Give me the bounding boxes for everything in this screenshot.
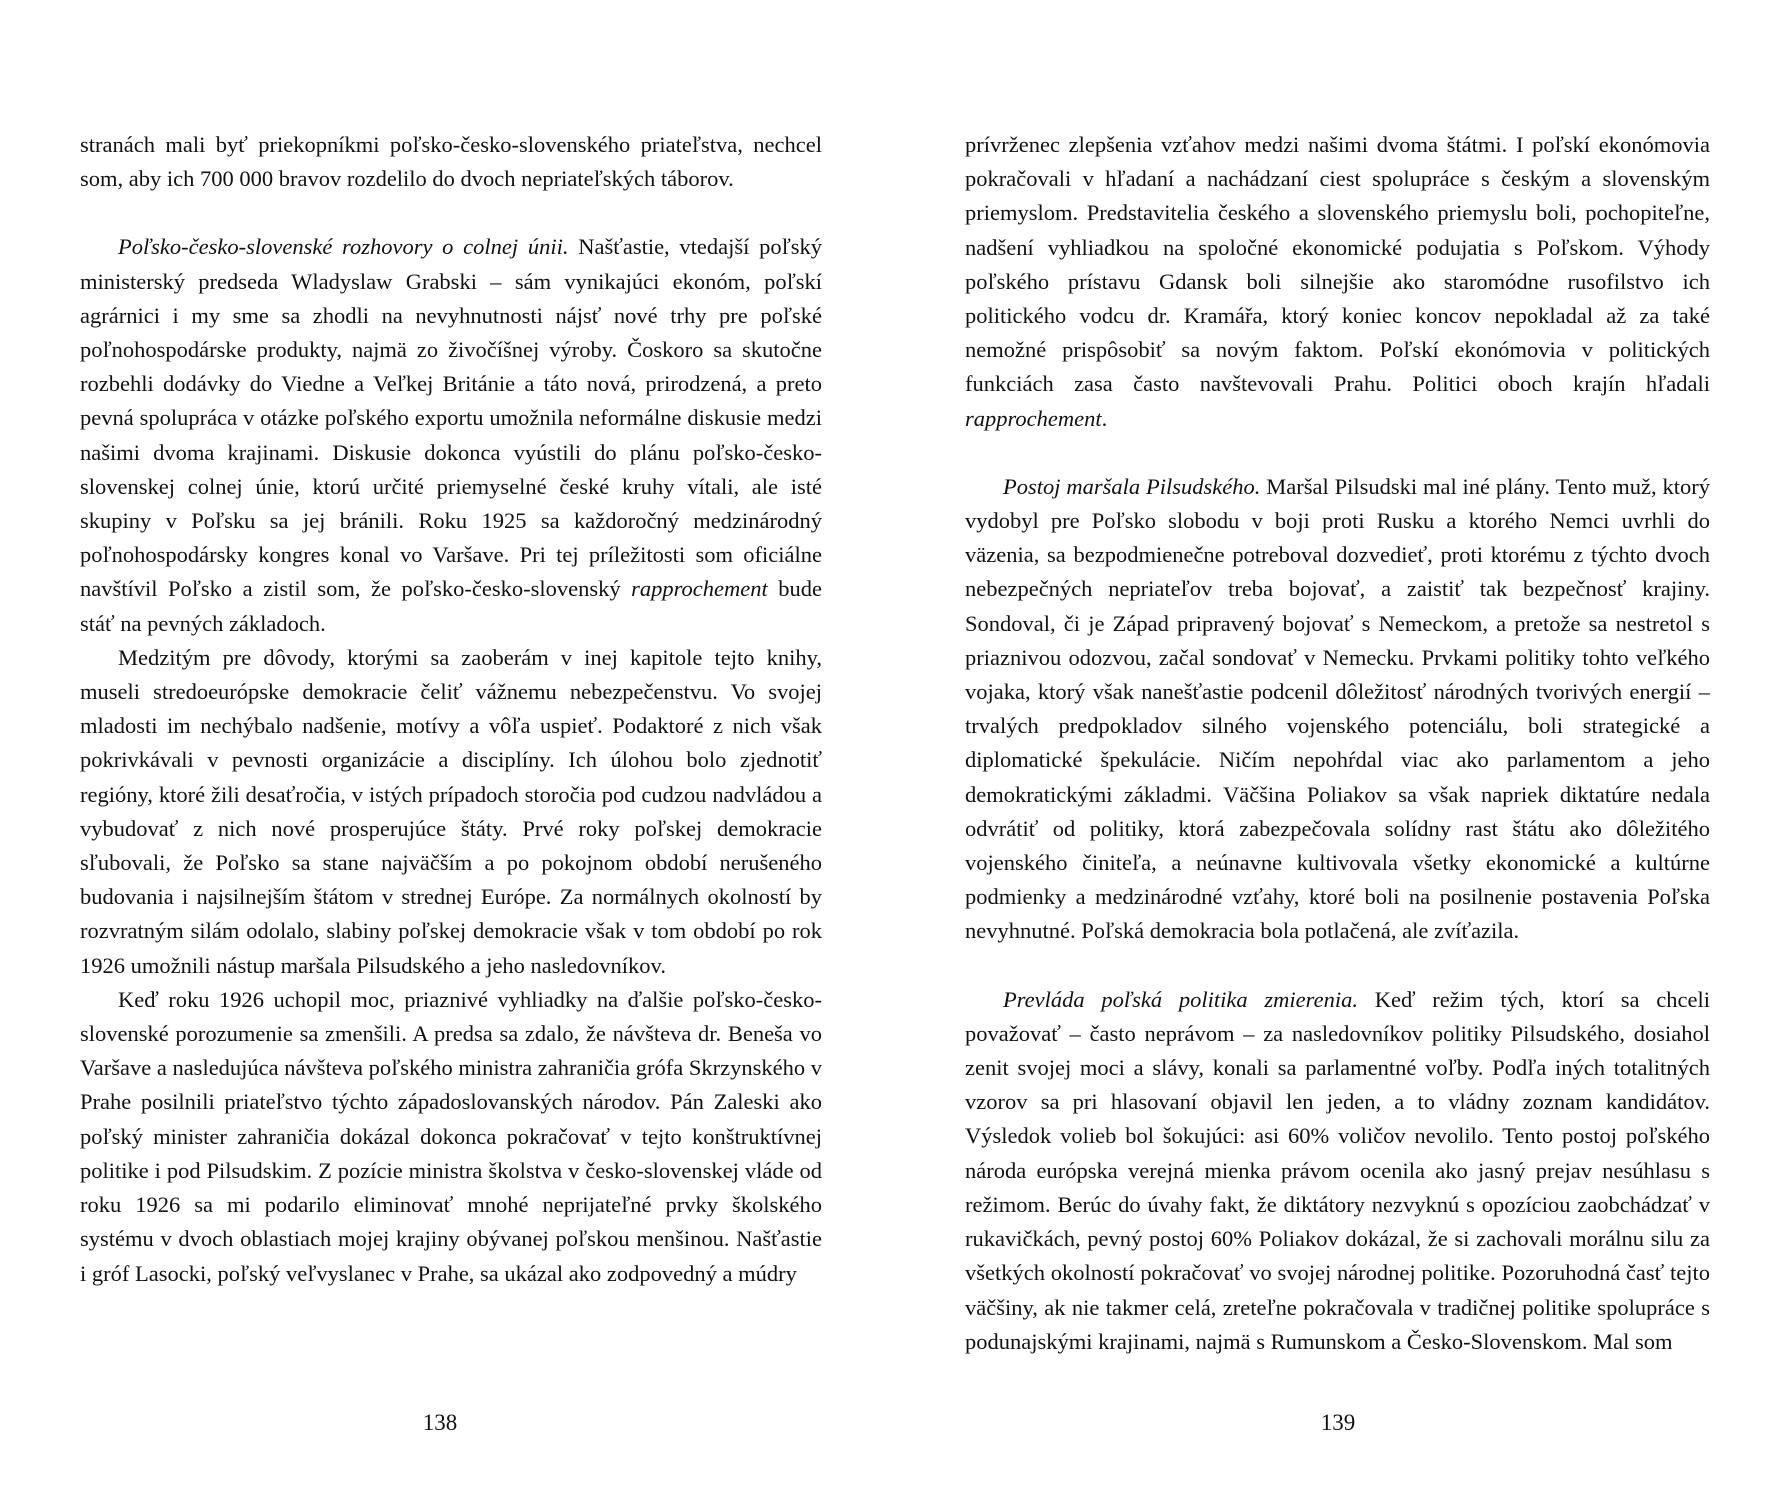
paragraph-text: Našťastie, vtedajší poľský ministerský predseda Wladyslaw Grabski – sám vynikajúci ekonóm, poľskí agrárnici i my sme sa zhodli na nevyhnutnosti nájsť nové trhy pre poľské poľnohospodárske produkty, najmä zo živočíšnej výroby. Čoskoro sa skutočne rozbehli dodávky do Viedne a Veľkej Británie a táto nová, prirodzená, a preto pevná spolupráca v otázke poľského exportu umožnila neformálne diskusie medzi našimi dvoma krajinami. Diskusie dokonca vyústili do plánu poľsko-česko-slovenskej colnej únie, ktorú určité priemyselné české kruhy vítali, ale isté skupiny v Poľsku sa jej bránili. Roku 1925 sa každoročný medzinárodný poľnohospodársky kongres konal vo Varšave. Pri tej príležitosti som oficiálne navštívil Poľsko a zistil som, že poľsko-česko-slovenský (80, 234, 823, 602)
left-page (80, 128, 822, 1291)
page-number-right: 139 (1320, 1410, 1356, 1435)
paragraph-text: Keď roku 1926 uchopil moc, priaznivé vyhliadky na ďalšie poľsko-česko-slovenské porozumenie sa zmenšili. A predsa sa zdalo, že návšteva dr. Beneša vo Varšave a nasledujúca návšteva poľského ministra zahraničia grófa Skrzynského v Prahe posilnili priateľstvo týchto západoslovanských národov. Pán Zaleski ako poľský minister zahraničia dokázal dokonca pokračovať v tejto konštruktívnej politike i pod Pilsudskim. Z pozície ministra školstva v česko-slovenskej vláde od roku 1926 sa mi podarilo eliminovať mnohé neprijateľné prvky školského systému v dvoch oblastiach mojej krajiny obývanej poľskou menšinou. Našťastie i gróf Lasocki, poľský veľvyslanec v Prahe, sa ukázal ako zodpovedný a múdry (80, 986, 823, 1286)
paragraph-gap (965, 949, 1710, 983)
paragraph-text: Medzitým pre dôvody, ktorými sa zaoberám v inej kapitole tejto knihy, museli stredoeurópske demokracie čeliť vážnemu nebezpečenstvu. Vo svojej mladosti im nechýbalo nadšenie, motívy a vôľa uspieť. Podaktoré z nich však pokrivkávali v pevnosti organizácie a disciplíny. Ich úlohou bolo zjednotiť regióny, ktoré žili desaťročia, v istých prípadoch storočia pod cudzou nadvládou a vybudovať z nich nové prosperujúce štáty. Prvé roky poľskej demokracie sľubovali, že Poľsko sa stane najväčším a po pokojnom období nerušeného budovania i najsilnejším štátom v strednej Európe. Za normálnych okolností by rozvratným silám odolalo, slabiny poľskej demokracie však v tom období po rok 1926 umožnili nástup maršala Pilsudského a jeho nasledovníkov. (80, 644, 822, 978)
paragraph-text-tail: bude stáť na pevných základoch. (80, 576, 822, 636)
section-lead-heading: Poľsko-česko-slovenské rozhovory o colnej únii. (118, 234, 569, 260)
page-number-left: 138 (422, 1410, 458, 1435)
paragraph (80, 983, 822, 1291)
paragraph (965, 983, 1710, 1359)
paragraph-text-tail: . (1101, 405, 1108, 431)
paragraph-text: stranách mali byť priekopníkmi poľsko-česko-slovenského priateľstva, nechcel som, aby ich 700 000 bravov rozdelilo do dvoch nepriateľských táborov. (80, 132, 822, 192)
paragraph-text: Maršal Pilsudski mal iné plány. Tento muž, ktorý vydobyl pre Poľsko slobodu v boji proti Rusku a ktorého Nemci uvrhli do väzenia, sa bezpodmienečne potreboval dozvedieť, proti ktorému z týchto dvoch nebezpečných nepriateľov treba bojovať, a zaistiť tak bezpečnosť krajiny. Sondoval, či je Západ pripravený bojovať s Nemeckom, a pretože sa nestretol s priaznivou odozvou, začal sondovať v Nemecku. Prvkami politiky tohto veľkého vojaka, ktorý však nanešťastie podcenil dôležitosť národných tvorivých energií – trvalých predpokladov silného vojenského potenciálu, boli strategické a diplomatické špekulácie. Ničím nepohŕdal viac ako parlamentom a jeho demokratickými základmi. Väčšina Poliakov sa však napriek diktatúre nedala odvrátiť od politiky, ktorá zabezpečovala solídny rast štátu ako dôležitého vojenského činiteľa, a neúnavne kultivovala všetky ekonomické a kultúrne podmienky a medzinárodné vzťahy, ktoré boli na posilnenie postavenia Poľska nevyhnutné. Poľská demokracia bola potlačená, ale zvíťazila. (965, 473, 1711, 944)
section-lead-heading: Postoj maršala Pilsudského. (1003, 473, 1261, 499)
paragraph-text: Keď režim tých, ktorí sa chceli považovať – často neprávom – za nasledovníkov politiky Pilsudského, dosiahol zenit svojej moci a slávy, konali sa parlamentné voľby. Podľa iných totalitných vzorov sa pri hlasovaní objavil len jeden, a to vládny zoznam kandidátov. Výsledok volieb bol šokujúci: asi 60% voličov nevolilo. Tento postoj poľského národa európska verejná mienka právom ocenila ako jasný prejav nesúhlasu s režimom. Berúc do úvahy fakt, že diktátory nezvyknú s opozíciou zaobchádzať v rukavičkách, pevný postoj 60% Poliakov dokázal, že si zachovali morálnu silu za všetkých okolností pokračovať vo svojej národnej politike. Pozoruhodná časť tejto väčšiny, ak nie takmer celá, zreteľne pokračovala v tradičnej politike spolupráce s podunajskými krajinami, najmä s Rumunskom a Česko-Slovenskom. Mal som (965, 986, 1710, 1354)
paragraph-gap (80, 196, 822, 230)
paragraph (965, 128, 1710, 436)
italic-term: rapprochement (631, 576, 768, 602)
paragraph-gap (965, 436, 1710, 470)
right-page (965, 128, 1710, 1359)
paragraph (80, 230, 822, 640)
section-lead-heading: Prevláda poľská politika zmierenia. (1003, 986, 1358, 1012)
paragraph (80, 641, 822, 983)
paragraph-text: prívrženec zlepšenia vzťahov medzi našimi dvoma štátmi. I poľskí ekonómovia pokračovali v hľadaní a nachádzaní ciest spolupráce s českým a slovenským priemyslom. Predstavitelia českého a slovenského priemyslu boli, pochopiteľne, nadšení vyhliadkou na spoločné ekonomické podujatia s Poľskom. Výhody poľského prístavu Gdansk boli silnejšie ako staromódne rusofilstvo ich politického vodcu dr. Kramářa, ktorý koniec koncov nepokladal až za také nemožné prispôsobiť sa novým faktom. Poľskí ekonómovia v politických funkciách zasa často navštevovali Prahu. Politici oboch krajín hľadali (965, 132, 1710, 397)
paragraph (80, 128, 822, 196)
italic-term: rapprochement (965, 405, 1102, 431)
paragraph (965, 470, 1710, 949)
